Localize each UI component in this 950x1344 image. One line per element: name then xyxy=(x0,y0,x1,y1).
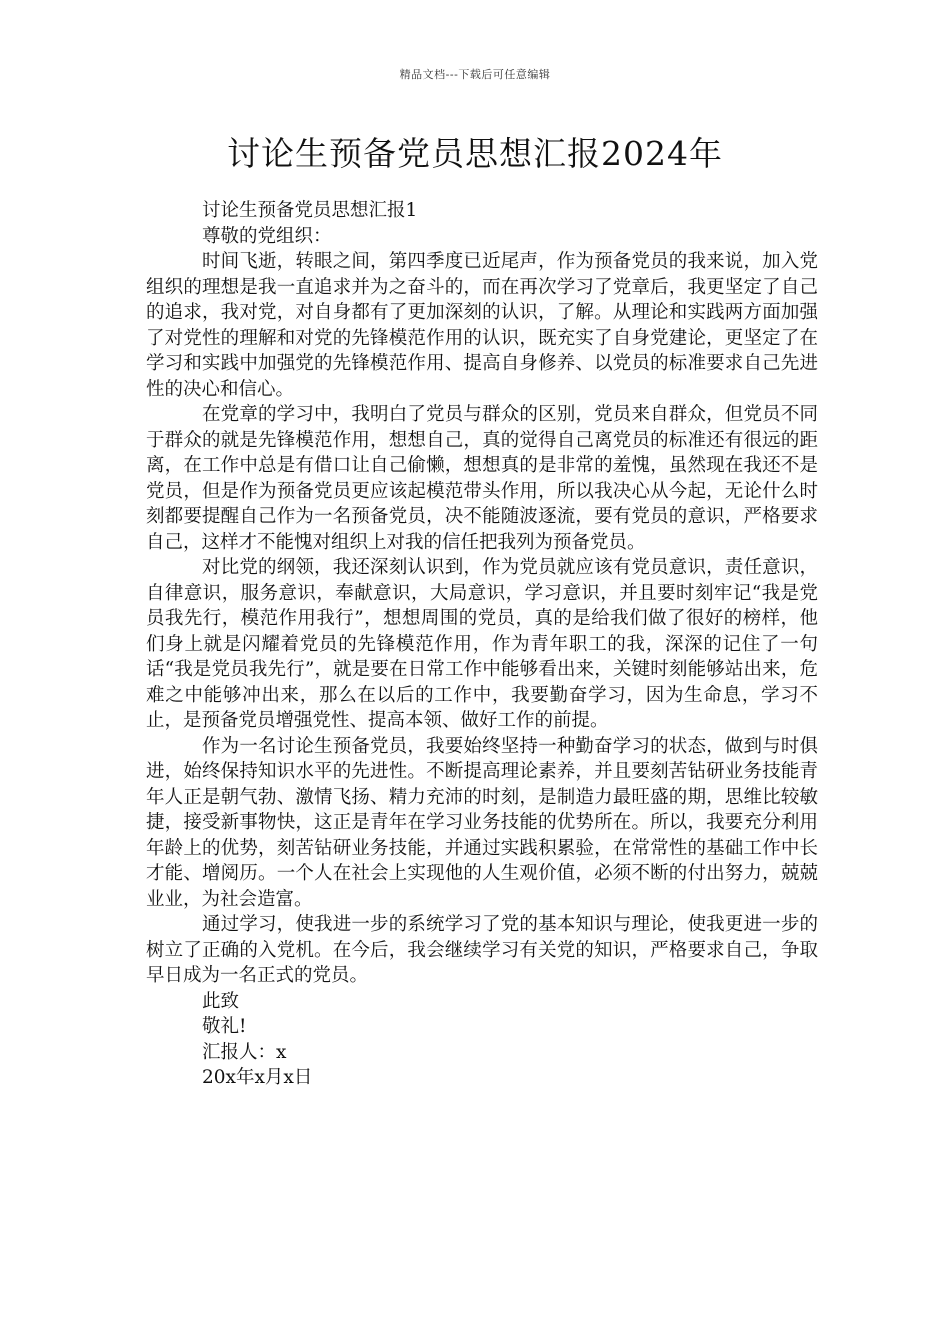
document-subtitle: 讨论生预备党员思想汇报1 xyxy=(202,200,418,221)
paragraph: 对比党的纲领，我还深刻认识到，作为党员就应该有党员意识，责任意识，自律意识，服务意识，奉献意识，大局意识，学习意识，并且要时刻牢记“我是党员我先行，模范作用我行”，想想周围的党员，真的是给我们做了很好的榜样，他们身上就是闪耀着党员的先锋模范作用，作为青年职工的我，深深的记住了一句话“我是党员我先行”，就是要在日常工作中能够看出来，关键时刻能够站出来，危难之中能够冲出来，那么在以后的工作中，我要勤奋学习，因为生命息，学习不止，是预备党员增强党性、提高本领、做好工作的前提。 xyxy=(146,557,818,731)
document-title: 讨论生预备党员思想汇报2024年 xyxy=(227,134,723,173)
salutation: 尊敬的党组织： xyxy=(202,225,332,247)
paragraph: 作为一名讨论生预备党员，我要始终坚持一种勤奋学习的状态，做到与时俱进，始终保持知识水平的先进性。不断提高理论素养，并且要刻苦钻研业务技能青年人正是朝气勃、激情飞扬、精力充沛的时刻，是制造力最旺盛的期，思维比较敏捷，接受新事物快，这正是青年在学习业务技能的优势所在。所以，我要充分利用年龄上的优势，刻苦钻研业务技能，并通过实践积累验，在常常性的基础工作中长才能、增阅历。一个人在社会上实现他的人生观价值，必须不断的付出努力，兢兢业业，为社会造富。 xyxy=(146,735,818,910)
regards: 敬礼! xyxy=(202,1016,247,1037)
closing: 此致 xyxy=(202,990,240,1012)
document-body xyxy=(146,198,818,1091)
paragraph: 时间飞逝，转眼之间，第四季度已近尾声，作为预备党员的我来说，加入党组织的理想是我一直追求并为之奋斗的，而在再次学习了党章后，我更坚定了自己的追求，我对党，对自身都有了更加深刻的认识，了解。从理论和实践两方面加强了对党性的理解和对党的先锋模范作用的认识，既充实了自身党建论，更坚定了在学习和实践中加强党的先锋模范作用、提高自身修养、以党员的标准要求自己先进性的决心和信心。 xyxy=(146,251,818,400)
paragraph: 在党章的学习中，我明白了党员与群众的区别，党员来自群众，但党员不同于群众的就是先锋模范作用，想想自己，真的觉得自己离党员的标准还有很远的距离，在工作中总是有借口让自己偷懒，想想真的是非常的羞愧，虽然现在我还不是党员，但是作为预备党员更应该起模范带头作用，所以我决心从今起，无论什么时刻都要提醒自己作为一名预备党员，决不能随波逐流，要有党员的意识，严格要求自己，这样才不能愧对组织上对我的信任把我列为预备党员。 xyxy=(146,404,818,553)
header-note: 精品文档---下载后可任意编辑 xyxy=(399,68,551,81)
date: 20x年x月x日 xyxy=(202,1067,313,1088)
signer: 汇报人：x xyxy=(202,1041,287,1063)
paragraph: 通过学习，使我进一步的系统学习了党的基本知识与理论，使我更进一步的树立了正确的入党机。在今后，我会继续学习有关党的知识，严格要求自己，争取早日成为一名正式的党员。 xyxy=(146,914,818,986)
